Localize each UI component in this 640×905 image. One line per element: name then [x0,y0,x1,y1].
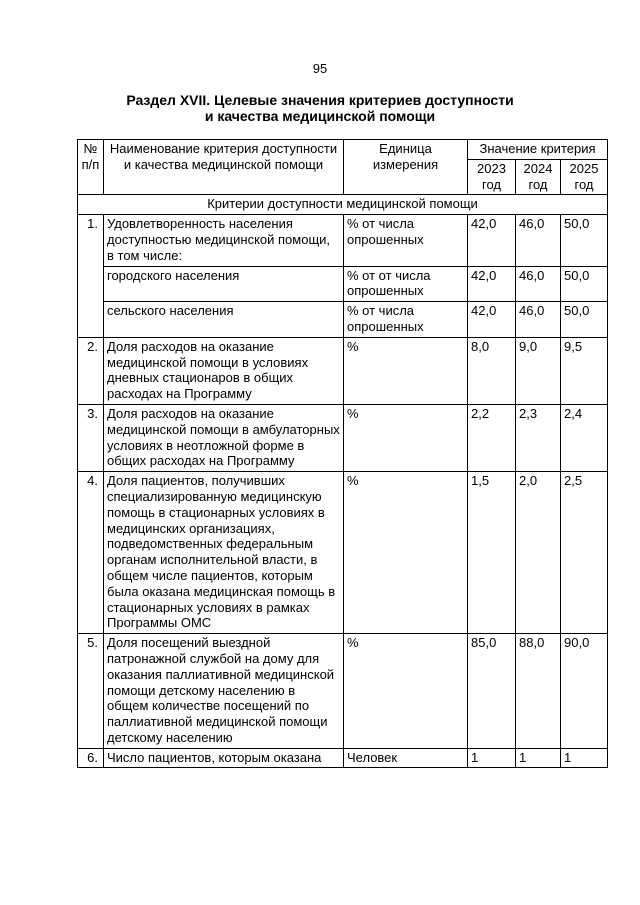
row-name: сельского населения [104,302,344,338]
row-value-2025: 50,0 [561,302,608,338]
table-row [78,215,608,266]
row-value-2023: 2,2 [468,404,516,471]
row-num: 2. [78,337,104,404]
header-unit: Единица измерения [344,140,468,195]
row-value-2024: 9,0 [516,337,561,404]
row-value-2024: 1 [516,748,561,768]
header-value-group: Значение критерия [468,140,608,160]
row-value-2025: 50,0 [561,266,608,302]
row-num: 1. [78,215,104,338]
row-value-2024: 46,0 [516,266,561,302]
row-unit: % от числа опрошенных [344,215,468,266]
page-number: 95 [312,61,328,76]
row-num: 5. [78,634,104,749]
section-title [0,92,640,124]
row-unit: % от числа опрошенных [344,302,468,338]
table-row [78,302,608,338]
row-value-2023: 42,0 [468,302,516,338]
table-row [78,404,608,471]
row-unit: % [344,337,468,404]
row-value-2024: 2,3 [516,404,561,471]
row-value-2023: 8,0 [468,337,516,404]
table-row [78,337,608,404]
header-name: Наименование критерия доступности и качества медицинской помощи [104,140,344,195]
row-value-2023: 42,0 [468,215,516,266]
row-value-2025: 50,0 [561,215,608,266]
row-unit: % [344,472,468,634]
row-value-2024: 46,0 [516,302,561,338]
title-line-2: и качества медицинской помощи [204,108,436,124]
header-num: № п/п [78,140,104,195]
row-name: Удовлетворенность населения доступностью медицинской помощи, в том числе: [104,215,344,266]
row-value-2025: 2,4 [561,404,608,471]
row-value-2024: 46,0 [516,215,561,266]
row-value-2024: 2,0 [516,472,561,634]
title-line-1: Раздел XVII. Целевые значения критериев доступности [126,92,514,108]
row-value-2025: 1 [561,748,608,768]
row-unit: % [344,404,468,471]
row-num: 3. [78,404,104,471]
table-row [78,472,608,634]
row-name: городского населения [104,266,344,302]
row-name: Доля пациентов, получивших специализированную медицинскую помощь в стационарных условиях в медицинских организациях, подведомственных федеральным органам исполнительной власти, в общем числе пациентов, которым была оказана медицинская помощь в стационарных условиях в рамках Программы ОМС [104,472,344,634]
row-name: Доля расходов на оказание медицинской помощи в условиях дневных стационаров в общих расходах на Программу [104,337,344,404]
row-num: 6. [78,748,104,768]
row-value-2025: 90,0 [561,634,608,749]
row-name: Доля посещений выездной патронажной службой на дому для оказания паллиативной медицинской помощи детскому населению в общем количестве посещений по паллиативной медицинской помощи детскому населению [104,634,344,749]
row-unit: Человек [344,748,468,768]
row-value-2023: 1,5 [468,472,516,634]
row-value-2023: 1 [468,748,516,768]
row-name: Число пациентов, которым оказана [104,748,344,768]
row-value-2025: 9,5 [561,337,608,404]
table-row [78,748,608,768]
section-heading: Критерии доступности медицинской помощи [78,195,608,215]
table-row [78,266,608,302]
header-year-2025: 2025 год [561,159,608,195]
row-unit: % [344,634,468,749]
criteria-table [77,139,608,768]
row-value-2025: 2,5 [561,472,608,634]
row-value-2023: 85,0 [468,634,516,749]
table-row [78,634,608,749]
row-unit: % от от числа опрошенных [344,266,468,302]
header-year-2023: 2023 год [468,159,516,195]
header-year-2024: 2024 год [516,159,561,195]
row-value-2024: 88,0 [516,634,561,749]
row-name: Доля расходов на оказание медицинской помощи в амбулаторных условиях в неотложной форме в общих расходах на Программу [104,404,344,471]
row-num: 4. [78,472,104,634]
row-value-2023: 42,0 [468,266,516,302]
